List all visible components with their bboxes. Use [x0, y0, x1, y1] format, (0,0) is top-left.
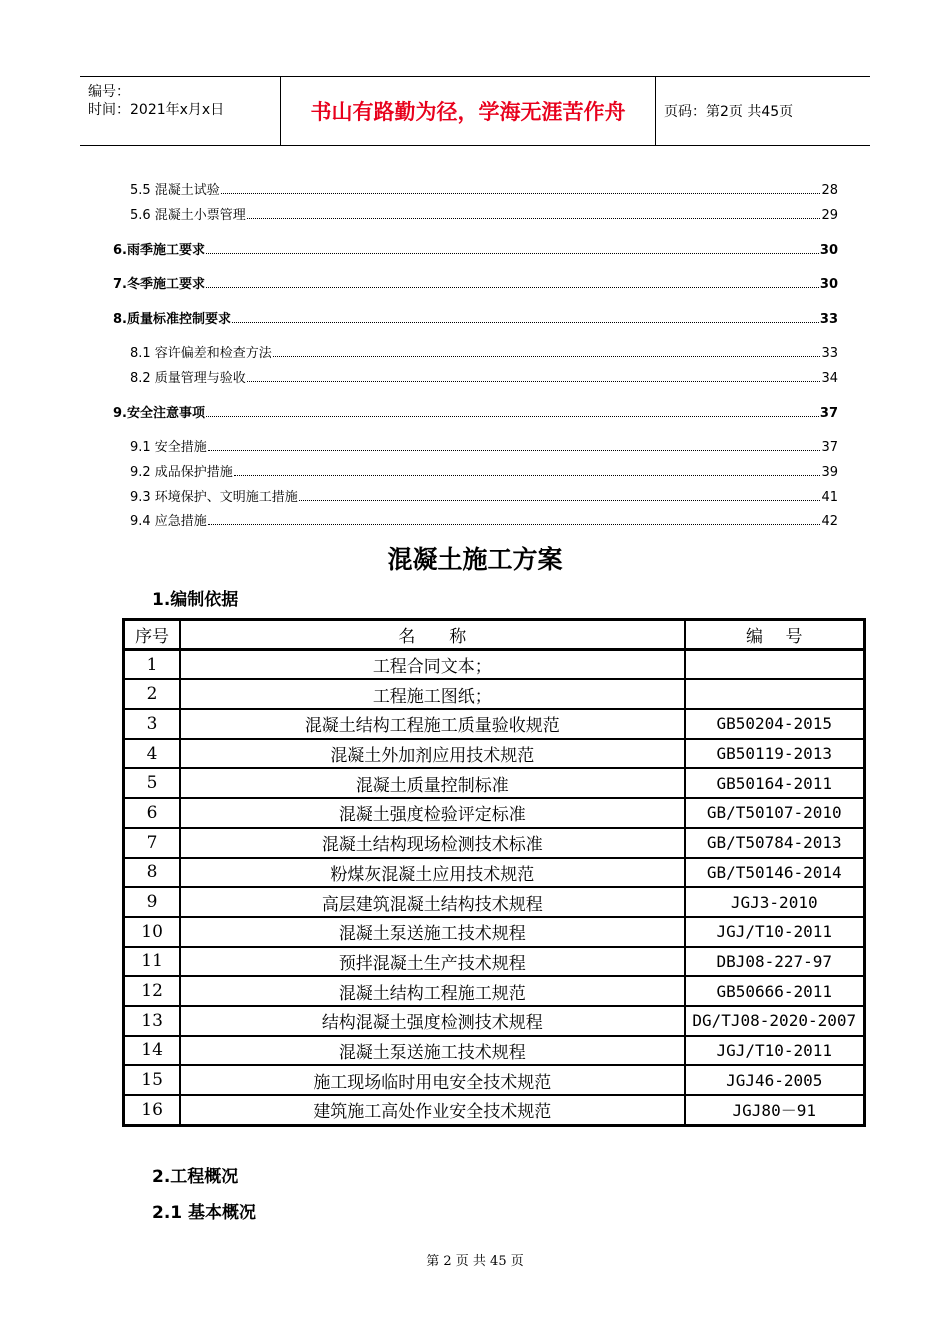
toc-leader-dots: [206, 416, 819, 417]
cell-name: 混凝土结构工程施工质量验收规范: [180, 709, 684, 739]
cell-name: 施工现场临时用电安全技术规范: [180, 1065, 684, 1095]
table-row: [124, 947, 864, 977]
cell-code: GB/T50784-2013: [685, 828, 865, 858]
table-row: [124, 976, 864, 1006]
cell-name: 结构混凝土强度检测技术规程: [180, 1006, 684, 1036]
table-header-row: [124, 620, 864, 650]
cell-code: [685, 679, 865, 709]
cell-index: 9: [124, 887, 180, 917]
table-row: [124, 1006, 864, 1036]
toc-entry-text: 9.4 应急措施: [130, 514, 207, 529]
section-heading-2-1: 2.1 基本概况: [152, 1203, 257, 1223]
table-row: [124, 650, 864, 680]
header-page: 页码：第2页 共45页: [664, 104, 794, 120]
toc-leader-dots: [208, 524, 821, 525]
toc-entry-text: 5.6 混凝土小票管理: [130, 208, 246, 223]
cell-name: 混凝土泵送施工技术规程: [180, 917, 684, 947]
header-time: 时间：2021年x月x日: [88, 102, 225, 118]
toc-entry-page: 42: [821, 514, 838, 529]
cell-index: 12: [124, 976, 180, 1006]
cell-code: GB50666-2011: [685, 976, 865, 1006]
table-row: [124, 828, 864, 858]
cell-code: JGJ46-2005: [685, 1065, 865, 1095]
toc-entry-page: 33: [819, 312, 838, 327]
page-header: [80, 76, 870, 146]
header-bianhao: 编号：: [88, 84, 130, 100]
toc-entry[interactable]: [130, 341, 838, 361]
table-row: [124, 798, 864, 828]
toc-entry[interactable]: [113, 307, 838, 327]
toc-leader-dots: [247, 381, 821, 382]
toc-entry-page: 30: [819, 243, 838, 258]
toc-entry[interactable]: [130, 178, 838, 198]
document-title: 混凝土施工方案: [387, 545, 563, 574]
page-footer: 第 2 页 共 45 页: [426, 1254, 524, 1269]
section-heading-2: 2.工程概况: [152, 1167, 239, 1187]
toc-entry[interactable]: [113, 401, 838, 421]
cell-code: GB/T50146-2014: [685, 858, 865, 888]
toc-entry-page: 39: [821, 465, 838, 480]
toc-leader-dots: [206, 253, 819, 254]
toc-leader-dots: [234, 475, 821, 476]
table-row: [124, 1065, 864, 1095]
toc-entry-text: 6.雨季施工要求: [113, 243, 205, 258]
cell-name: 混凝土质量控制标准: [180, 768, 684, 798]
cell-index: 11: [124, 947, 180, 977]
toc-entry-page: 29: [821, 208, 838, 223]
cell-name: 工程施工图纸；: [180, 679, 684, 709]
cell-index: 13: [124, 1006, 180, 1036]
toc-entry-page: 34: [821, 371, 838, 386]
cell-code: DG/TJ08-2020-2007: [685, 1006, 865, 1036]
cell-name: 混凝土强度检验评定标准: [180, 798, 684, 828]
cell-index: 4: [124, 739, 180, 769]
cell-name: 粉煤灰混凝土应用技术规范: [180, 858, 684, 888]
cell-name: 混凝土外加剂应用技术规范: [180, 739, 684, 769]
table-row: [124, 1095, 864, 1125]
table-body: [124, 650, 864, 1125]
toc-entry-text: 8.质量标准控制要求: [113, 312, 231, 327]
table-row: [124, 679, 864, 709]
cell-index: 2: [124, 679, 180, 709]
toc-leader-dots: [208, 450, 821, 451]
toc-entry[interactable]: [130, 485, 838, 505]
toc-entry-text: 9.1 安全措施: [130, 440, 207, 455]
toc-entry-text: 5.5 混凝土试验: [130, 183, 220, 198]
toc-entry[interactable]: [130, 460, 838, 480]
toc-entry-page: 28: [821, 183, 838, 198]
toc-entry[interactable]: [130, 366, 838, 386]
table-row: [124, 917, 864, 947]
cell-code: JGJ/T10-2011: [685, 917, 865, 947]
cell-index: 15: [124, 1065, 180, 1095]
cell-name: 混凝土结构现场检测技术标准: [180, 828, 684, 858]
toc-leader-dots: [232, 322, 819, 323]
toc-entry[interactable]: [113, 272, 838, 292]
cell-code: [685, 650, 865, 680]
toc-entry-text: 9.安全注意事项: [113, 406, 205, 421]
cell-code: GB/T50107-2010: [685, 798, 865, 828]
cell-code: JGJ/T10-2011: [685, 1036, 865, 1066]
toc-entry-text: 9.3 环境保护、文明施工措施: [130, 490, 298, 505]
toc-entry[interactable]: [130, 203, 838, 223]
cell-name: 建筑施工高处作业安全技术规范: [180, 1095, 684, 1125]
cell-index: 10: [124, 917, 180, 947]
cell-index: 16: [124, 1095, 180, 1125]
table-row: [124, 739, 864, 769]
toc-entry-page: 30: [819, 277, 838, 292]
cell-code: DBJ08-227-97: [685, 947, 865, 977]
toc-entry-text: 9.2 成品保护措施: [130, 465, 233, 480]
cell-code: GB50204-2015: [685, 709, 865, 739]
toc-leader-dots: [221, 193, 821, 194]
toc-entry-text: 8.2 质量管理与验收: [130, 371, 246, 386]
column-header-index: 序号: [124, 620, 180, 650]
table-row: [124, 709, 864, 739]
cell-index: 14: [124, 1036, 180, 1066]
basis-table: [122, 618, 866, 1127]
toc-entry[interactable]: [113, 238, 838, 258]
toc-entry-page: 41: [821, 490, 838, 505]
toc-entry[interactable]: [130, 509, 838, 529]
cell-name: 混凝土结构工程施工规范: [180, 976, 684, 1006]
header-info: [80, 77, 281, 145]
cell-index: 8: [124, 858, 180, 888]
toc-entry-text: 8.1 容许偏差和检查方法: [130, 346, 272, 361]
cell-index: 6: [124, 798, 180, 828]
cell-index: 1: [124, 650, 180, 680]
section-heading-1: 1.编制依据: [152, 590, 239, 610]
toc-leader-dots: [247, 218, 821, 219]
toc-leader-dots: [273, 356, 821, 357]
cell-code: GB50119-2013: [685, 739, 865, 769]
toc-entry-page: 37: [819, 406, 838, 421]
cell-code: JGJ3-2010: [685, 887, 865, 917]
toc-entry-page: 33: [821, 346, 838, 361]
cell-name: 工程合同文本；: [180, 650, 684, 680]
toc-entry[interactable]: [130, 435, 838, 455]
toc-leader-dots: [206, 287, 819, 288]
table-row: [124, 768, 864, 798]
toc-entry-page: 37: [821, 440, 838, 455]
table-row: [124, 1036, 864, 1066]
cell-name: 混凝土泵送施工技术规程: [180, 1036, 684, 1066]
table-row: [124, 858, 864, 888]
cell-code: JGJ80－91: [685, 1095, 865, 1125]
toc-leader-dots: [299, 500, 821, 501]
cell-name: 高层建筑混凝土结构技术规程: [180, 887, 684, 917]
column-header-name: 名 称: [180, 620, 684, 650]
cell-name: 预拌混凝土生产技术规程: [180, 947, 684, 977]
cell-index: 5: [124, 768, 180, 798]
column-header-code: 编 号: [685, 620, 865, 650]
cell-index: 3: [124, 709, 180, 739]
cell-code: GB50164-2011: [685, 768, 865, 798]
cell-index: 7: [124, 828, 180, 858]
toc-entry-text: 7.冬季施工要求: [113, 277, 205, 292]
header-motto: 书山有路勤为径，学海无涯苦作舟: [281, 77, 656, 145]
table-row: [124, 887, 864, 917]
